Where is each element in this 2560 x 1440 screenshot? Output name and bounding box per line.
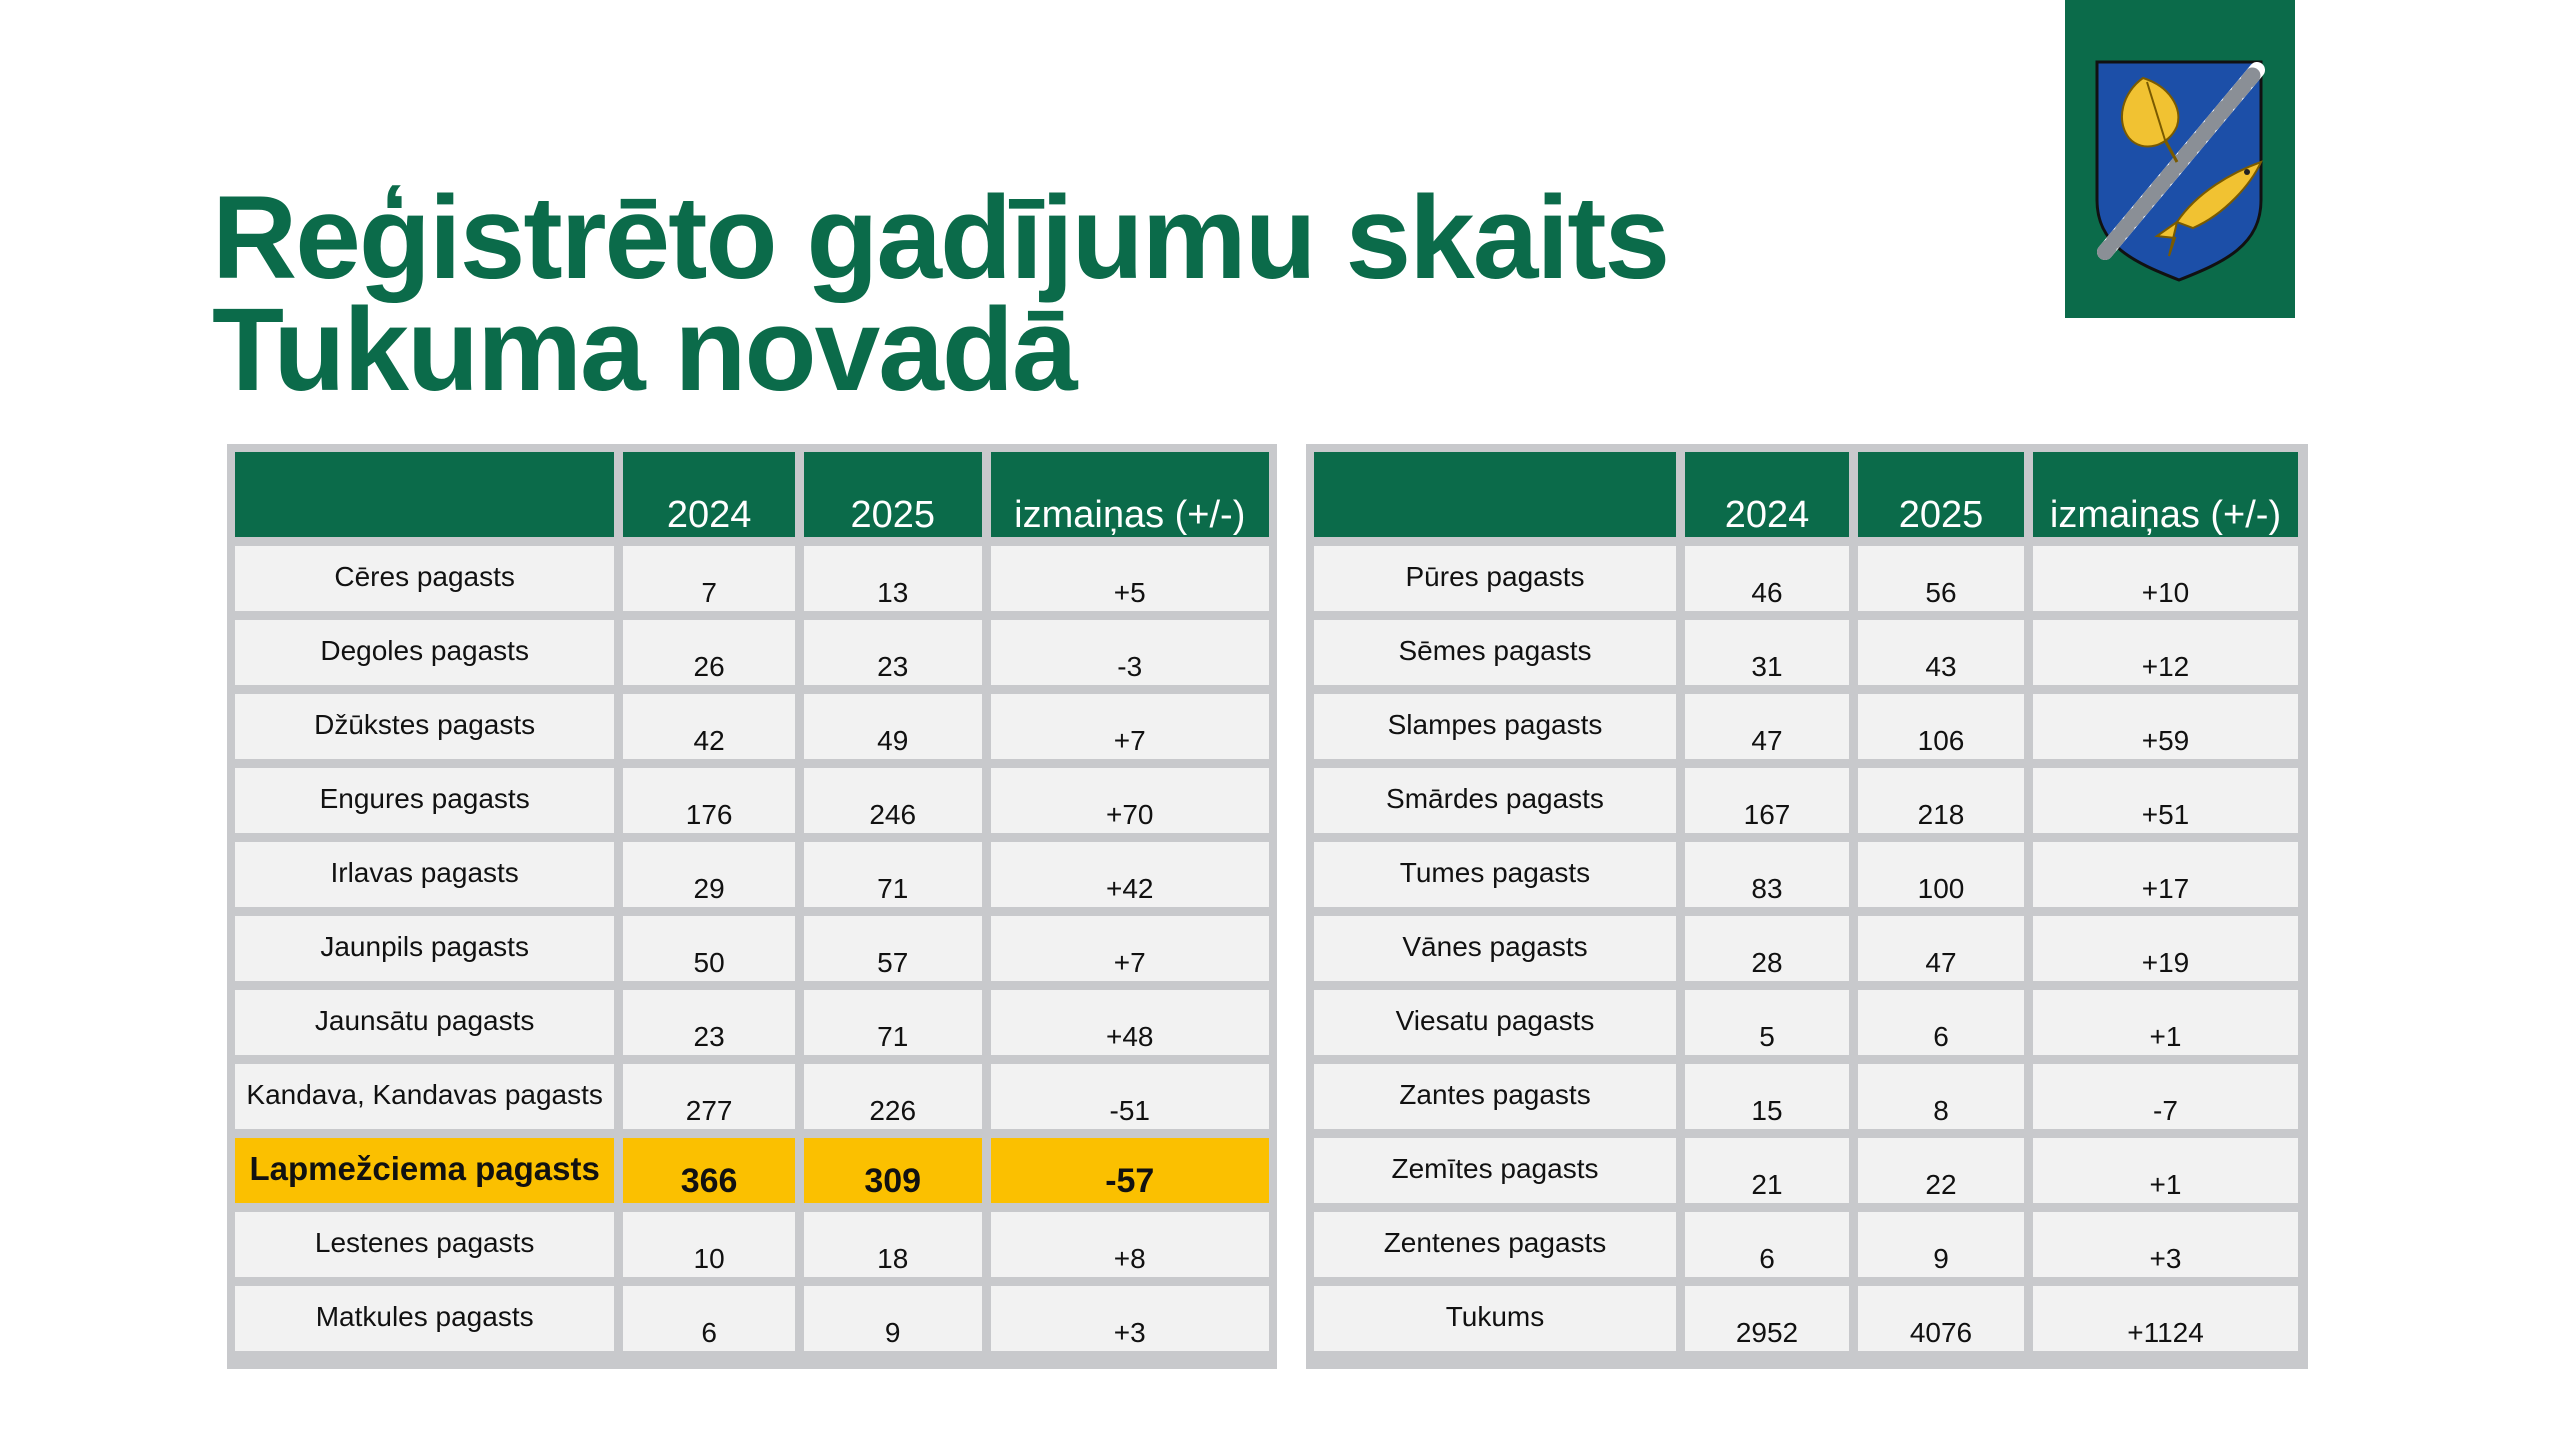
table-row [235, 1212, 1269, 1277]
value-2024-cell: 46 [1685, 546, 1849, 611]
value-2024-cell: 5 [1685, 990, 1849, 1055]
row-name-cell: Smārdes pagasts [1314, 768, 1676, 833]
change-cell: -7 [2033, 1064, 2298, 1129]
change-cell: +51 [2033, 768, 2298, 833]
municipal-coat-of-arms-icon [2065, 0, 2295, 318]
change-cell: +59 [2033, 694, 2298, 759]
value-2024-cell: 15 [1685, 1064, 1849, 1129]
row-name-cell: Pūres pagasts [1314, 546, 1676, 611]
left-header-change: izmaiņas (+/-) [991, 452, 1269, 537]
row-name-cell: Slampes pagasts [1314, 694, 1676, 759]
change-cell: -57 [991, 1138, 1269, 1203]
left-header-name [235, 452, 614, 537]
row-name-cell: Tukums [1314, 1286, 1676, 1351]
change-cell: +5 [991, 546, 1269, 611]
table-row [235, 916, 1269, 981]
right-header-change: izmaiņas (+/-) [2033, 452, 2298, 537]
row-name-cell: Lapmežciema pagasts [235, 1138, 614, 1203]
value-2024-cell: 31 [1685, 620, 1849, 685]
value-2024-cell: 28 [1685, 916, 1849, 981]
value-2025-cell: 4076 [1858, 1286, 2024, 1351]
value-2025-cell: 9 [1858, 1212, 2024, 1277]
right-table [1305, 443, 2307, 1360]
value-2024-cell: 83 [1685, 842, 1849, 907]
right-header-name [1314, 452, 1676, 537]
value-2025-cell: 309 [804, 1138, 982, 1203]
value-2025-cell: 18 [804, 1212, 982, 1277]
table-row [235, 546, 1269, 611]
value-2025-cell: 43 [1858, 620, 2024, 685]
row-name-cell: Irlavas pagasts [235, 842, 614, 907]
value-2025-cell: 71 [804, 990, 982, 1055]
row-name-cell: Degoles pagasts [235, 620, 614, 685]
table-row [1314, 768, 2298, 833]
title-line-1: Reģistrēto gadījumu skaits [212, 172, 1669, 304]
change-cell: +1 [2033, 1138, 2298, 1203]
value-2024-cell: 26 [623, 620, 795, 685]
table-row [1314, 694, 2298, 759]
value-2024-cell: 42 [623, 694, 795, 759]
row-name-cell: Lestenes pagasts [235, 1212, 614, 1277]
value-2024-cell: 277 [623, 1064, 795, 1129]
change-cell: +19 [2033, 916, 2298, 981]
change-cell: +48 [991, 990, 1269, 1055]
table-row [1314, 546, 2298, 611]
change-cell: +3 [2033, 1212, 2298, 1277]
table-row [235, 1064, 1269, 1129]
left-header-2025: 2025 [804, 452, 982, 537]
table-row [1314, 842, 2298, 907]
table-row [1314, 1138, 2298, 1203]
value-2024-cell: 50 [623, 916, 795, 981]
value-2024-cell: 6 [623, 1286, 795, 1351]
value-2025-cell: 8 [1858, 1064, 2024, 1129]
table-row [235, 768, 1269, 833]
value-2025-cell: 246 [804, 768, 982, 833]
value-2025-cell: 71 [804, 842, 982, 907]
value-2024-cell: 29 [623, 842, 795, 907]
right-header-2024: 2024 [1685, 452, 1849, 537]
table-row [235, 1138, 1269, 1203]
value-2025-cell: 56 [1858, 546, 2024, 611]
table-row [235, 1286, 1269, 1351]
row-name-cell: Vānes pagasts [1314, 916, 1676, 981]
value-2024-cell: 366 [623, 1138, 795, 1203]
row-name-cell: Zantes pagasts [1314, 1064, 1676, 1129]
value-2025-cell: 100 [1858, 842, 2024, 907]
row-name-cell: Zemītes pagasts [1314, 1138, 1676, 1203]
value-2025-cell: 23 [804, 620, 982, 685]
change-cell: +7 [991, 694, 1269, 759]
value-2024-cell: 10 [623, 1212, 795, 1277]
change-cell: +3 [991, 1286, 1269, 1351]
change-cell: -51 [991, 1064, 1269, 1129]
table-row [1314, 990, 2298, 1055]
row-name-cell: Engures pagasts [235, 768, 614, 833]
right-table-header-row [1314, 452, 2298, 537]
right-header-2025: 2025 [1858, 452, 2024, 537]
table-row [235, 842, 1269, 907]
change-cell: +8 [991, 1212, 1269, 1277]
value-2025-cell: 49 [804, 694, 982, 759]
change-cell: +12 [2033, 620, 2298, 685]
row-name-cell: Kandava, Kandavas pagasts [235, 1064, 614, 1129]
value-2025-cell: 9 [804, 1286, 982, 1351]
row-name-cell: Jaunpils pagasts [235, 916, 614, 981]
row-name-cell: Cēres pagasts [235, 546, 614, 611]
change-cell: +70 [991, 768, 1269, 833]
table-row [235, 620, 1269, 685]
change-cell: +10 [2033, 546, 2298, 611]
change-cell: +1124 [2033, 1286, 2298, 1351]
value-2025-cell: 57 [804, 916, 982, 981]
value-2025-cell: 22 [1858, 1138, 2024, 1203]
row-name-cell: Viesatu pagasts [1314, 990, 1676, 1055]
value-2024-cell: 176 [623, 768, 795, 833]
row-name-cell: Jaunsātu pagasts [235, 990, 614, 1055]
row-name-cell: Džūkstes pagasts [235, 694, 614, 759]
row-name-cell: Zentenes pagasts [1314, 1212, 1676, 1277]
change-cell: +7 [991, 916, 1269, 981]
value-2024-cell: 21 [1685, 1138, 1849, 1203]
table-row [1314, 916, 2298, 981]
value-2025-cell: 106 [1858, 694, 2024, 759]
table-row [1314, 1064, 2298, 1129]
value-2024-cell: 23 [623, 990, 795, 1055]
change-cell: -3 [991, 620, 1269, 685]
row-name-cell: Sēmes pagasts [1314, 620, 1676, 685]
value-2024-cell: 167 [1685, 768, 1849, 833]
change-cell: +42 [991, 842, 1269, 907]
value-2024-cell: 47 [1685, 694, 1849, 759]
value-2024-cell: 7 [623, 546, 795, 611]
value-2025-cell: 6 [1858, 990, 2024, 1055]
table-row [1314, 620, 2298, 685]
table-row [1314, 1286, 2298, 1351]
left-table-frame [227, 444, 1277, 1369]
value-2025-cell: 13 [804, 546, 982, 611]
title-line-2: Tukuma novadā [212, 284, 1076, 416]
value-2025-cell: 47 [1858, 916, 2024, 981]
value-2025-cell: 218 [1858, 768, 2024, 833]
table-row [235, 694, 1269, 759]
left-table-header-row [235, 452, 1269, 537]
table-row [1314, 1212, 2298, 1277]
left-table [226, 443, 1278, 1360]
value-2024-cell: 2952 [1685, 1286, 1849, 1351]
left-header-2024: 2024 [623, 452, 795, 537]
table-row [235, 990, 1269, 1055]
change-cell: +17 [2033, 842, 2298, 907]
page-title [212, 172, 1669, 416]
value-2025-cell: 226 [804, 1064, 982, 1129]
value-2024-cell: 6 [1685, 1212, 1849, 1277]
right-table-frame [1306, 444, 2308, 1369]
row-name-cell: Tumes pagasts [1314, 842, 1676, 907]
row-name-cell: Matkules pagasts [235, 1286, 614, 1351]
change-cell: +1 [2033, 990, 2298, 1055]
